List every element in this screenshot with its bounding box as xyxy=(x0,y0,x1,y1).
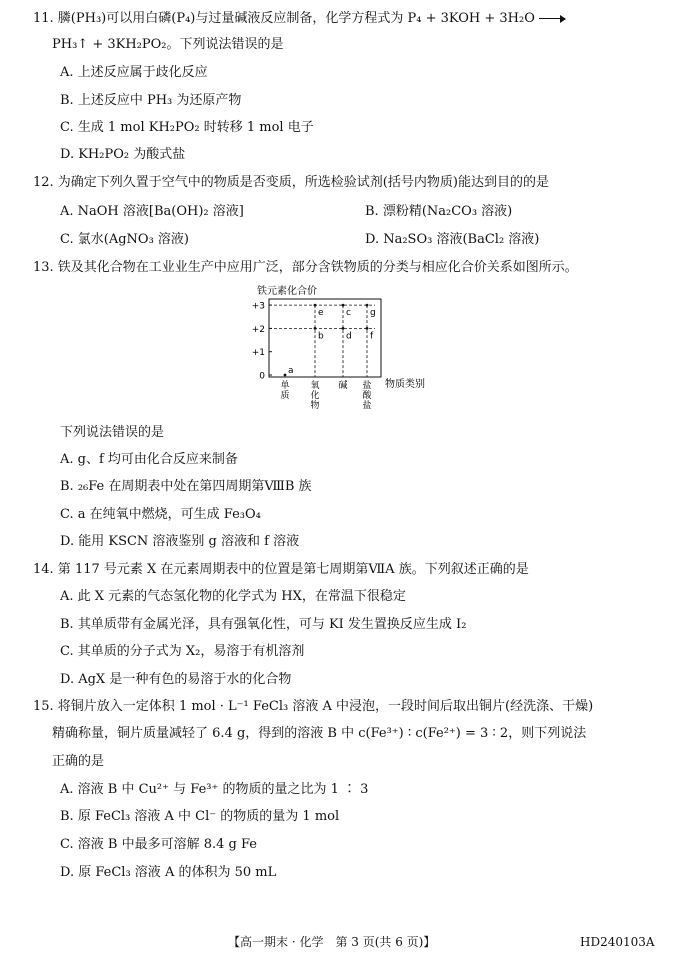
point-label-e: e xyxy=(318,308,324,319)
x-category-char: 质 xyxy=(280,391,290,401)
reaction-arrow-icon xyxy=(539,14,565,24)
x-category-char: 盐 xyxy=(362,381,372,391)
point-label-g: g xyxy=(370,308,376,319)
q15-line2: 精确称量，铜片质量减轻了 6.4 g，得到的溶液 B 中 c(Fe³⁺) ∶ c(Fe²⁺) = 3 ∶ 2，则下列说法 xyxy=(52,726,587,741)
x-category-char: 单 xyxy=(280,381,290,391)
q13-stem: 13. 铁及其化合物在工业业生产中应用广泛，部分含铁物质的分类与相应化合价关系如图所示。 xyxy=(33,260,578,275)
point-f xyxy=(366,327,369,330)
q13-option-b: B. ₂₆Fe 在周期表中处在第四周期第ⅧB 族 xyxy=(60,479,312,494)
q15-option-a: A. 溶液 B 中 Cu²⁺ 与 Fe³⁺ 的物质的量之比为 1 ∶ 3 xyxy=(60,782,369,797)
y-tick-label: +3 xyxy=(251,301,265,312)
q15-option-c: C. 溶液 B 中最多可溶解 8.4 g Fe xyxy=(60,837,257,852)
q12-stem: 12. 为确定下列久置于空气中的物质是否变质，所选检验试剂(括号内物质)能达到目的的是 xyxy=(33,175,549,190)
q15-option-d: D. 原 FeCl₃ 溶液 A 的体积为 50 mL xyxy=(60,865,277,880)
plot-border xyxy=(269,299,381,377)
q14-option-d: D. AgX 是一种有色的易溶于水的化合物 xyxy=(60,672,292,687)
y-axis-title: 铁元素化合价 xyxy=(257,286,317,297)
q15-line1: 15. 将铜片放入一定体积 1 mol · L⁻¹ FeCl₃ 溶液 A 中浸泡，一段时间后取出铜片(经洗涤、干燥) xyxy=(33,699,594,714)
q14-option-c: C. 其单质的分子式为 X₂，易溶于有机溶剂 xyxy=(60,644,305,659)
point-b xyxy=(314,327,317,330)
q15-option-b: B. 原 FeCl₃ 溶液 A 中 Cl⁻ 的物质的量为 1 mol xyxy=(60,809,340,824)
x-category-labels xyxy=(280,379,372,411)
x-axis-title: 物质类别 xyxy=(385,379,425,390)
x-category-char: 物 xyxy=(310,401,320,411)
point-label-a: a xyxy=(288,366,294,376)
y-tick-label: +2 xyxy=(251,324,265,335)
q11-line2: PH₃↑ + 3KH₂PO₂。下列说法错误的是 xyxy=(52,37,284,52)
y-tick-label: +1 xyxy=(251,348,265,359)
q14-option-b: B. 其单质带有金属光泽，具有强氧化性，可与 KI 发生置换反应生成 I₂ xyxy=(60,617,467,632)
q11-option-c: C. 生成 1 mol KH₂PO₂ 时转移 1 mol 电子 xyxy=(60,120,314,135)
q11-line1 xyxy=(33,10,565,28)
diagram-frame xyxy=(269,299,381,377)
q11-option-a: A. 上述反应属于歧化反应 xyxy=(60,65,208,80)
data-points xyxy=(284,304,376,377)
q12-option-b: B. 漂粉精(Na₂CO₃ 溶液) xyxy=(365,204,513,219)
q11-option-d: D. KH₂PO₂ 为酸式盐 xyxy=(60,147,186,162)
point-a xyxy=(284,374,287,377)
q13-option-d: D. 能用 KSCN 溶液鉴别 g 溶液和 f 溶液 xyxy=(60,534,300,549)
x-category-char: 碱 xyxy=(338,381,348,391)
point-label-c: c xyxy=(346,308,351,319)
q14-option-a: A. 此 X 元素的气态氢化物的化学式为 HX，在常温下很稳定 xyxy=(60,589,406,604)
q11-option-b: B. 上述反应中 PH₃ 为还原产物 xyxy=(60,93,242,108)
footer-code: HD240103A xyxy=(580,935,655,949)
footer-page-info: 【高一期末 · 化学 第 3 页(共 6 页)】 xyxy=(228,935,436,949)
q11-stem-text: 11. 膦(PH₃)可以用白磷(P₄)与过量碱液反应制备，化学方程式为 P₄ + 3KOH + 3H₂O xyxy=(33,11,535,26)
x-category-char: 盐 xyxy=(362,401,372,411)
q12-option-d: D. Na₂SO₃ 溶液(BaCl₂ 溶液) xyxy=(365,232,540,247)
q12-option-a: A. NaOH 溶液[Ba(OH)₂ 溶液] xyxy=(60,204,244,219)
x-category-char: 酸 xyxy=(362,391,372,401)
point-label-f: f xyxy=(370,331,374,342)
q12-option-c: C. 氯水(AgNO₃ 溶液) xyxy=(60,232,189,247)
q13-option-a: A. g、f 均可由化合反应来制备 xyxy=(60,452,238,467)
q14-stem: 14. 第 117 号元素 X 在元素周期表中的位置是第七周期第ⅦA 族。下列叙述正确的是 xyxy=(33,562,529,577)
point-c xyxy=(342,304,345,307)
point-e xyxy=(314,304,317,307)
point-g xyxy=(366,304,369,307)
x-category-char: 氧 xyxy=(310,381,320,391)
x-category-char: 化 xyxy=(310,391,320,401)
iron-valence-diagram xyxy=(243,283,443,418)
q13-question: 下列说法错误的是 xyxy=(60,425,165,440)
y-tick-label: 0 xyxy=(259,371,265,382)
q13-option-c: C. a 在纯氧中燃烧，可生成 Fe₃O₄ xyxy=(60,507,261,522)
point-label-b: b xyxy=(318,331,324,342)
point-label-d: d xyxy=(346,331,352,342)
point-d xyxy=(342,327,345,330)
q15-line3: 正确的是 xyxy=(52,754,105,769)
